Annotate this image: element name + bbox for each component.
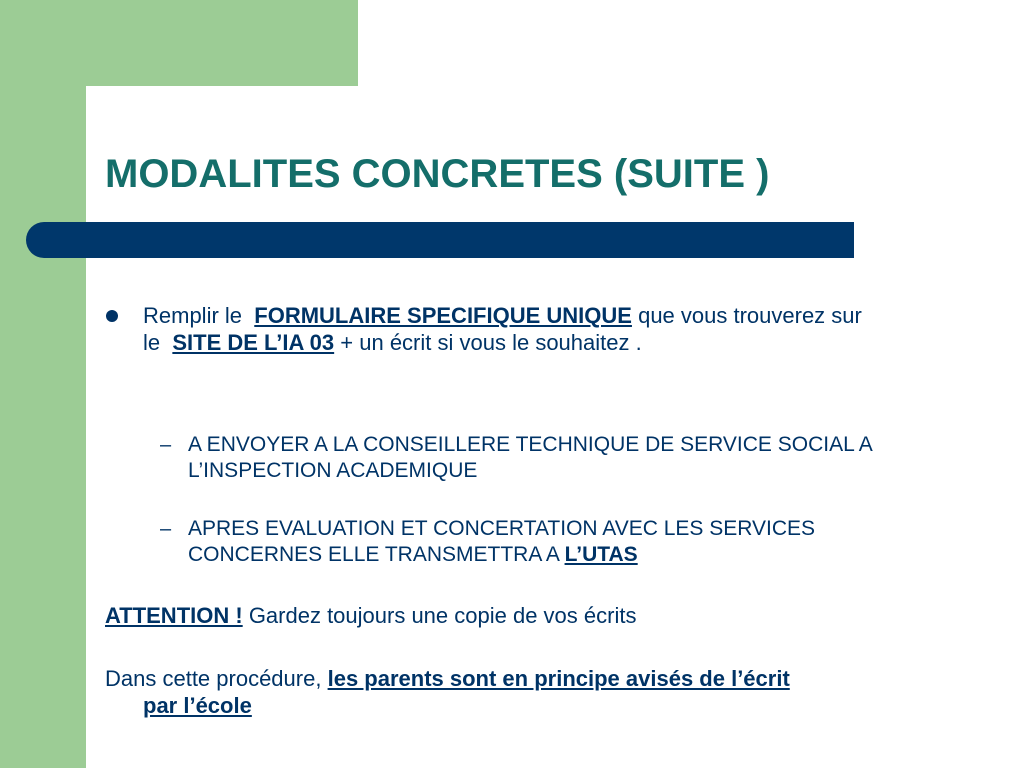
title-underline-bar (26, 222, 854, 258)
attention-label: ATTENTION ! (105, 603, 243, 628)
procedure-note (105, 665, 925, 719)
dash-bullet-icon: – (160, 518, 172, 540)
attention-line (105, 602, 925, 629)
formulaire-link[interactable]: FORMULAIRE SPECIFIQUE UNIQUE (254, 303, 632, 328)
bullet-dot-icon (106, 310, 118, 322)
site-ia-link[interactable]: SITE DE L’IA 03 (172, 330, 335, 355)
bullet-1-mid: que vous trouverez sur le (143, 303, 862, 355)
background-green-top (0, 0, 358, 86)
slide-title: MODALITES CONCRETES (SUITE ) (105, 152, 770, 196)
background-green-sidebar (0, 0, 86, 768)
dash-bullet-icon: – (160, 434, 172, 456)
bullet-1 (143, 302, 923, 356)
procedure-note-indent (105, 692, 925, 719)
parents-notice-link-line1[interactable]: les parents sont en principe avisés de l’écrit (327, 666, 790, 691)
procedure-note-pre: Dans cette procédure, (105, 666, 322, 691)
bullet-1-post: + un écrit si vous le souhaitez . (340, 330, 642, 355)
bullet-1-pre: Remplir le (143, 303, 243, 328)
utas-link[interactable]: L’UTAS (564, 543, 638, 566)
sub-bullet-2-text: APRES EVALUATION ET CONCERTATION AVEC LES SERVICES CONCERNES ELLE TRANSMETTRA A (188, 517, 816, 566)
sub-bullet-1: A ENVOYER A LA CONSEILLERE TECHNIQUE DE SERVICE SOCIAL A L’INSPECTION ACADEMIQUE (188, 433, 872, 482)
sub-bullet-2 (188, 516, 928, 568)
attention-text: Gardez toujours une copie de vos écrits (248, 603, 637, 628)
parents-notice-link-line2[interactable]: par l’école (143, 693, 252, 718)
